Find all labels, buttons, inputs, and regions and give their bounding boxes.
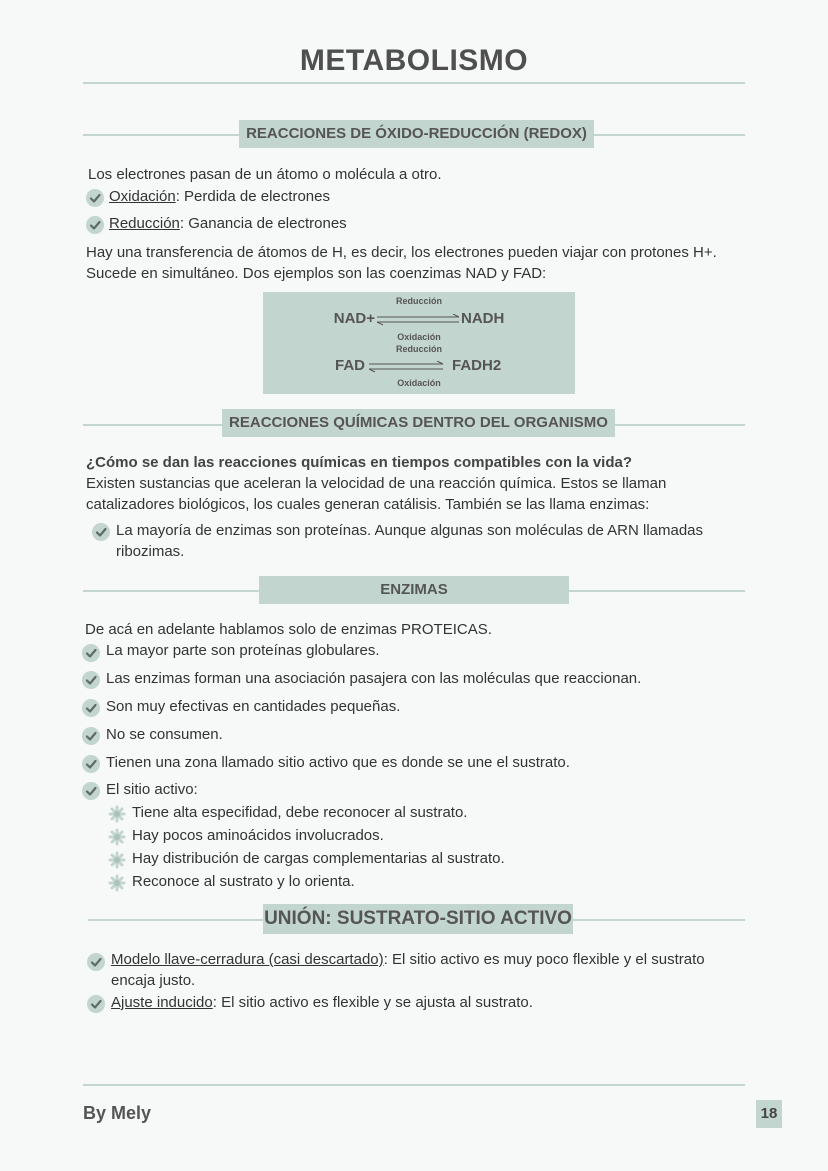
arrow-label-top: Reducción (395, 344, 442, 354)
page-title: METABOLISMO (299, 44, 529, 77)
check-icon (87, 995, 105, 1013)
check-icon (82, 782, 100, 800)
section-heading-redox: REACCIONES DE ÓXIDO-REDUCCIÓN (REDOX) (239, 120, 594, 148)
arrow-label-bottom: Oxidación (397, 378, 441, 388)
flower-bullet-icon (108, 874, 126, 892)
check-icon (86, 189, 104, 207)
flower-bullet-icon (108, 851, 126, 869)
list-item: Ajuste inducido: El sitio activo es flexible y se ajusta al sustrato. (111, 994, 533, 1011)
check-icon (82, 755, 100, 773)
list-item: Reducción: Ganancia de electrones (109, 215, 347, 232)
sub-list-item: Tiene alta especifidad, debe reconocer al sustrato. (132, 804, 468, 821)
check-icon (82, 671, 100, 689)
section-heading-enzimas: ENZIMAS (259, 576, 569, 604)
list-item: Las enzimas forman una asociación pasajera con las moléculas que reaccionan. (106, 670, 642, 687)
page-number: 18 (756, 1100, 782, 1128)
check-icon (82, 644, 100, 662)
list-item: Oxidación: Perdida de electrones (109, 188, 330, 205)
title-divider (83, 82, 745, 84)
list-item: El sitio activo: (106, 781, 198, 798)
list-item-continued: encaja justo. (111, 972, 196, 989)
term-reduccion: Reducción (109, 215, 180, 232)
sub-list-item: Hay pocos aminoácidos involucrados. (132, 827, 384, 844)
check-icon (92, 523, 110, 541)
redox-para1: Hay una transferencia de átomos de H, es decir, los electrones pueden viajar con protones H+. (86, 244, 717, 261)
molecule-left: NAD+ (333, 310, 375, 327)
equilibrium-arrow-icon (375, 314, 461, 326)
molecule-left: FAD (335, 357, 365, 374)
check-icon (87, 953, 105, 971)
section-heading-quimicas: REACCIONES QUÍMICAS DENTRO DEL ORGANISMO (222, 409, 615, 437)
term-llave-cerradura: Modelo llave-cerradura (casi descartado) (111, 951, 384, 968)
flower-bullet-icon (108, 805, 126, 823)
arrow-label-top: Reducción (395, 296, 442, 306)
footer-author: By Mely (83, 1103, 152, 1123)
redox-intro: Los electrones pasan de un átomo o molécula a otro. (88, 166, 442, 183)
molecule-right: FADH2 (452, 357, 502, 374)
check-icon (86, 216, 104, 234)
list-item-continued: ribozimas. (116, 543, 185, 560)
quimicas-line2: catalizadores biológicos, los cuales generan catálisis. También se las llama enzimas: (86, 496, 650, 513)
footer-divider (83, 1084, 745, 1086)
flower-bullet-icon (108, 828, 126, 846)
list-item: La mayor parte son proteínas globulares. (106, 642, 380, 659)
redox-diagram (263, 292, 575, 394)
arrow-label-bottom: Oxidación (397, 332, 441, 342)
equilibrium-arrow-icon (367, 361, 445, 373)
check-icon (82, 699, 100, 717)
list-item: No se consumen. (106, 726, 223, 743)
molecule-right: NADH (461, 310, 505, 327)
list-item: La mayoría de enzimas son proteínas. Aunque algunas son moléculas de ARN llamadas (116, 522, 704, 539)
list-item: Son muy efectivas en cantidades pequeñas. (106, 698, 401, 715)
term-ajuste-inducido: Ajuste inducido (111, 994, 213, 1011)
section-heading-union: UNIÓN: SUSTRATO-SITIO ACTIVO (263, 904, 573, 934)
quimicas-question: ¿Cómo se dan las reacciones químicas en tiempos compatibles con la vida? (86, 454, 633, 471)
list-item: Modelo llave-cerradura (casi descartado): El sitio activo es muy poco flexible y el sustrato (111, 951, 705, 968)
list-item: Tienen una zona llamado sitio activo que es donde se une el sustrato. (106, 754, 570, 771)
sub-list-item: Hay distribución de cargas complementarias al sustrato. (132, 850, 505, 867)
term-oxidacion: Oxidación (109, 188, 176, 205)
sub-list-item: Reconoce al sustrato y lo orienta. (132, 873, 355, 890)
enzimas-intro: De acá en adelante hablamos solo de enzimas PROTEICAS. (85, 621, 492, 638)
quimicas-line1: Existen sustancias que aceleran la velocidad de una reacción química. Estos se llaman (86, 475, 667, 492)
check-icon (82, 727, 100, 745)
redox-para2: Sucede en simultáneo. Dos ejemplos son las coenzimas NAD y FAD: (86, 265, 547, 282)
